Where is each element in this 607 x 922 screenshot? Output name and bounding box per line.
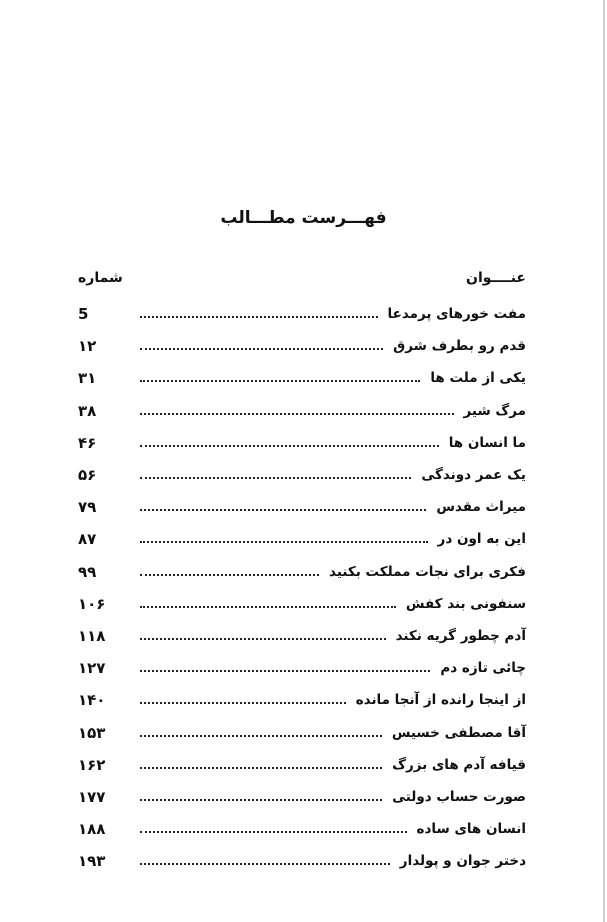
column-header (78, 270, 526, 294)
toc-entry[interactable] (78, 523, 526, 555)
dot-leader (140, 316, 378, 318)
toc-entry[interactable] (78, 298, 526, 330)
toc-entry-page-number: ۷۹ (78, 498, 97, 517)
toc-entry-title: مفت خورهای پرمدعا (387, 306, 526, 323)
toc-entry-title: یکی از ملت ها (430, 370, 526, 387)
toc-entry-page-number: 5 (78, 305, 89, 324)
dot-leader (140, 477, 411, 479)
toc-entry-page-number: ۹۹ (78, 562, 97, 581)
dot-leader (140, 767, 382, 769)
toc-entry[interactable] (78, 588, 526, 620)
toc-entry[interactable] (78, 427, 526, 459)
toc-entry-page-number: ۵۶ (78, 466, 97, 485)
dot-leader (140, 606, 396, 608)
toc-entry-page-number: ۱۲ (78, 337, 97, 356)
table-of-contents (78, 298, 526, 877)
toc-entry[interactable] (78, 781, 526, 813)
page-edge-border (603, 0, 605, 922)
toc-entry-page-number: ۱۶۲ (78, 755, 106, 774)
dot-leader (140, 509, 426, 511)
toc-entry-title: یک عمر دوندگی (421, 467, 526, 484)
toc-entry[interactable] (78, 459, 526, 491)
dot-leader (140, 670, 430, 672)
toc-entry-title: قیافه آدم های بزرگ (392, 756, 526, 773)
toc-entry[interactable] (78, 362, 526, 394)
toc-entry-title: ما انسان ها (448, 434, 526, 451)
toc-entry-title: مرگ شیر (463, 402, 526, 419)
toc-entry-title: سنفونی بند کفش (405, 595, 526, 612)
toc-entry-title: از اینجا رانده از آنجا مانده (355, 692, 526, 709)
dot-leader (140, 735, 382, 737)
dot-leader (140, 445, 439, 447)
dot-leader (140, 799, 382, 801)
dot-leader (140, 541, 428, 543)
toc-entry-page-number: ۱۵۳ (78, 723, 106, 742)
dot-leader (140, 702, 346, 704)
dot-leader (140, 348, 383, 350)
column-header-page: شماره (78, 270, 123, 286)
toc-entry-title: دختر جوان و پولدار (399, 853, 526, 870)
toc-entry-page-number: ۱۷۷ (78, 787, 106, 806)
toc-entry[interactable] (78, 749, 526, 781)
toc-entry-page-number: ۱۸۸ (78, 820, 106, 839)
toc-entry[interactable] (78, 845, 526, 877)
toc-entry-title: آقا مصطفی خسیس (391, 724, 526, 741)
column-header-title: عنــــوان (466, 270, 526, 286)
toc-entry-page-number: ۱۹۳ (78, 852, 106, 871)
toc-entry-title: فکری برای نجات مملکت بکنید (329, 563, 526, 580)
toc-entry[interactable] (78, 491, 526, 523)
toc-entry[interactable] (78, 813, 526, 845)
toc-entry[interactable] (78, 716, 526, 748)
toc-entry-title: چائی تازه دم (440, 660, 526, 677)
toc-entry[interactable] (78, 395, 526, 427)
toc-entry-page-number: ۳۸ (78, 401, 97, 420)
toc-entry[interactable] (78, 652, 526, 684)
toc-entry-page-number: ۳۱ (78, 369, 97, 388)
dot-leader (140, 831, 407, 833)
toc-entry-title: صورت حساب دولتی (392, 788, 526, 805)
toc-entry-page-number: ۱۰۶ (78, 594, 106, 613)
toc-entry-page-number: ۴۶ (78, 433, 97, 452)
toc-entry-page-number: ۱۴۰ (78, 691, 106, 710)
toc-entry[interactable] (78, 330, 526, 362)
toc-entry-title: میراث مقدس (436, 499, 526, 516)
toc-entry[interactable] (78, 620, 526, 652)
dot-leader (140, 380, 420, 382)
toc-entry[interactable] (78, 556, 526, 588)
toc-entry-title: این به اون در (437, 531, 526, 548)
toc-entry-title: آدم چطور گریه نکند (395, 627, 526, 644)
toc-entry-title: انسان های ساده (416, 821, 526, 838)
toc-entry-title: قدم رو بطرف شرق (393, 338, 526, 355)
page-title: فهـــرست مطـــالب (220, 208, 387, 228)
dot-leader (140, 863, 390, 865)
dot-leader (140, 413, 454, 415)
toc-entry-page-number: ۱۲۷ (78, 659, 106, 678)
toc-entry-page-number: ۸۷ (78, 530, 97, 549)
toc-entry[interactable] (78, 684, 526, 716)
dot-leader (140, 574, 319, 576)
dot-leader (140, 638, 386, 640)
toc-entry-page-number: ۱۱۸ (78, 626, 106, 645)
